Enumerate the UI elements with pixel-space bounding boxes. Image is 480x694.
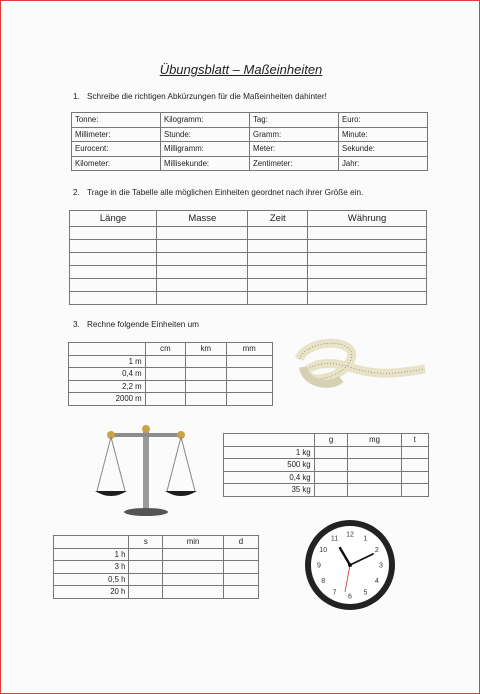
task-2-instruction: 2. Trage in die Tabelle alle möglichen Einheiten geordnet nach ihrer Größe ein. [73,188,364,197]
value-label: 1 kg [224,446,315,459]
answer-cell[interactable] [157,292,248,305]
table-row [72,156,428,171]
answer-cell[interactable] [226,393,272,406]
mass-conversion-table [223,433,429,497]
answer-cell[interactable] [348,446,401,459]
abbreviation-cell[interactable]: Stunde: [161,127,250,142]
abbreviation-cell[interactable]: Kilogramm: [161,113,250,128]
abbreviation-cell[interactable]: Tonne: [72,113,161,128]
answer-cell[interactable] [70,227,157,240]
abbreviation-cell[interactable]: Euro: [339,113,428,128]
table-row [54,573,259,586]
abbreviation-cell[interactable]: Sekunde: [339,142,428,157]
answer-cell[interactable] [223,548,258,561]
answer-cell[interactable] [248,253,308,266]
clock-number: 7 [332,589,337,597]
clock-number: 6 [348,593,352,601]
answer-cell[interactable] [308,240,427,253]
clock-number: 1 [363,535,368,543]
unit-header: min [163,536,224,549]
answer-cell[interactable] [248,227,308,240]
answer-cell[interactable] [314,459,348,472]
unit-header: t [401,434,428,447]
table-row [70,253,427,266]
column-header: Währung [308,211,427,227]
answer-cell[interactable] [145,393,185,406]
corner-cell [69,343,146,356]
value-label: 3 h [54,561,129,574]
table-row [224,484,429,497]
answer-cell[interactable] [401,471,428,484]
abbreviation-cell[interactable]: Millisekunde: [161,156,250,171]
clock-number: 3 [379,562,383,570]
task-3-instruction: 3. Rechne folgende Einheiten um [73,320,199,329]
answer-cell[interactable] [308,253,427,266]
answer-cell[interactable] [348,484,401,497]
unit-header: d [223,536,258,549]
table-row [224,471,429,484]
answer-cell[interactable] [145,380,185,393]
table-row [70,266,427,279]
answer-cell[interactable] [70,240,157,253]
answer-cell[interactable] [226,355,272,368]
abbreviation-cell[interactable]: Jahr: [339,156,428,171]
table-row [54,548,259,561]
answer-cell[interactable] [186,355,226,368]
answer-cell[interactable] [401,446,428,459]
abbreviation-cell[interactable]: Eurocent: [72,142,161,157]
answer-cell[interactable] [248,266,308,279]
answer-cell[interactable] [157,227,248,240]
table-row [69,355,273,368]
answer-cell[interactable] [129,586,163,599]
clock-number: 4 [374,578,379,585]
table-row [72,127,428,142]
abbreviation-cell[interactable]: Millimeter: [72,127,161,142]
answer-cell[interactable] [223,573,258,586]
page-title: Übungsblatt – Maßeinheiten [159,62,323,77]
answer-cell[interactable] [129,573,163,586]
value-label: 500 kg [224,459,315,472]
column-header: Länge [70,211,157,227]
answer-cell[interactable] [186,393,226,406]
value-label: 0,4 kg [224,471,315,484]
answer-cell[interactable] [70,279,157,292]
answer-cell[interactable] [401,484,428,497]
corner-cell [224,434,315,447]
answer-cell[interactable] [163,561,224,574]
value-label: 0,4 m [69,368,146,381]
header-row [69,343,273,356]
abbreviation-cell[interactable]: Meter: [250,142,339,157]
table-row [70,240,427,253]
abbreviation-cell[interactable]: Zentimeter: [250,156,339,171]
clock-number: 11 [330,535,339,543]
answer-cell[interactable] [186,380,226,393]
answer-cell[interactable] [308,266,427,279]
table-row [69,368,273,381]
answer-cell[interactable] [223,561,258,574]
corner-cell [54,536,129,549]
abbreviation-cell[interactable]: Milligramm: [161,142,250,157]
table-row [70,227,427,240]
clock-number: 10 [319,547,328,554]
balance-scale-icon [91,419,201,519]
answer-cell[interactable] [308,227,427,240]
length-conversion-table [68,342,273,406]
answer-cell[interactable] [401,459,428,472]
table-row [69,380,273,393]
answer-cell[interactable] [145,368,185,381]
table-row [69,393,273,406]
column-header: Masse [157,211,248,227]
answer-cell[interactable] [223,586,258,599]
answer-cell[interactable] [308,292,427,305]
answer-cell[interactable] [145,355,185,368]
wall-clock-icon [303,518,397,612]
abbreviation-cell[interactable]: Minute: [339,127,428,142]
clock-number: 2 [374,547,379,554]
table-row [70,279,427,292]
column-header: Zeit [248,211,308,227]
answer-cell[interactable] [314,446,348,459]
value-label: 0,5 h [54,573,129,586]
table-row [72,142,428,157]
unit-header: km [186,343,226,356]
answer-cell[interactable] [248,292,308,305]
answer-cell[interactable] [226,368,272,381]
answer-cell[interactable] [186,368,226,381]
answer-cell[interactable] [70,253,157,266]
ordering-table [69,210,427,305]
abbreviation-cell[interactable]: Kilometer: [72,156,161,171]
header-row [224,434,429,447]
answer-cell[interactable] [157,253,248,266]
unit-header: mm [226,343,272,356]
table-row [72,113,428,128]
answer-cell[interactable] [129,561,163,574]
abbreviation-cell[interactable]: Gramm: [250,127,339,142]
value-label: 2,2 m [69,380,146,393]
answer-cell[interactable] [163,586,224,599]
clock-number: 8 [321,578,326,585]
answer-cell[interactable] [248,240,308,253]
clock-number: 5 [363,589,368,597]
answer-cell[interactable] [163,548,224,561]
unit-header: mg [348,434,401,447]
table-row [224,446,429,459]
task-1-instruction: 1. Schreibe die richtigen Abkürzungen für die Maßeinheiten dahinter! [73,92,327,101]
answer-cell[interactable] [348,471,401,484]
clock-number: 12 [346,531,354,539]
table-row [54,586,259,599]
value-label: 1 m [69,355,146,368]
answer-cell[interactable] [157,266,248,279]
value-label: 1 h [54,548,129,561]
unit-header: g [314,434,348,447]
value-label: 2000 m [69,393,146,406]
value-label: 35 kg [224,484,315,497]
answer-cell[interactable] [163,573,224,586]
answer-cell[interactable] [308,279,427,292]
table-row [70,292,427,305]
answer-cell[interactable] [70,292,157,305]
answer-cell[interactable] [157,240,248,253]
clock-number: 9 [317,562,321,570]
answer-cell[interactable] [129,548,163,561]
answer-cell[interactable] [226,380,272,393]
unit-header: cm [145,343,185,356]
answer-cell[interactable] [348,459,401,472]
header-row [54,536,259,549]
measuring-tape-icon [289,337,429,397]
abbreviation-cell[interactable]: Tag: [250,113,339,128]
table-row [224,459,429,472]
answer-cell[interactable] [248,279,308,292]
abbreviation-table [71,112,428,171]
unit-header: s [129,536,163,549]
time-conversion-table [53,535,259,599]
table-row [54,561,259,574]
answer-cell[interactable] [70,266,157,279]
value-label: 20 h [54,586,129,599]
answer-cell[interactable] [314,484,348,497]
answer-cell[interactable] [314,471,348,484]
answer-cell[interactable] [157,279,248,292]
